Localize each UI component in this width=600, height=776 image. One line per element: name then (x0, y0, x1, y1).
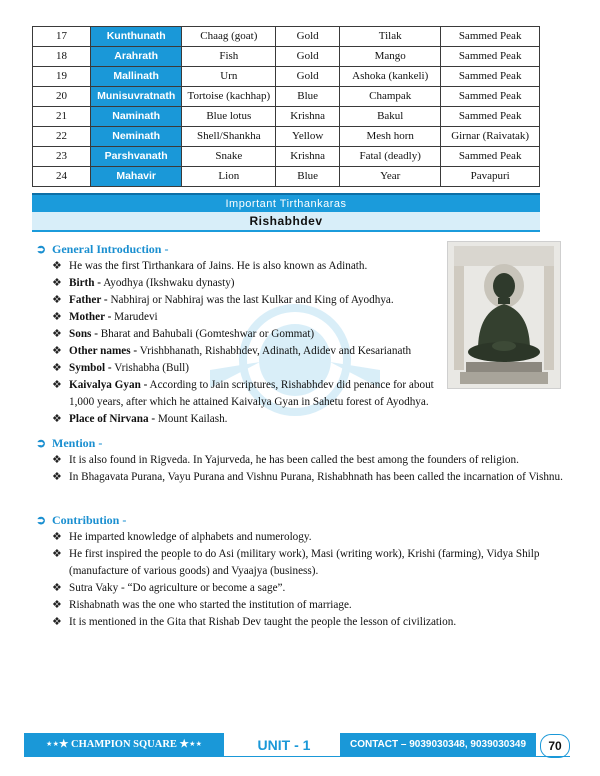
row-number: 21 (33, 107, 91, 127)
mention-heading: ➲ Mention - (36, 436, 103, 450)
item-text: According to Jain scriptures, Rishabhdev did penance for about 1,000 years, after which he attained Kaivalya Gyan in Sahetu forest of Ayodhya. (69, 379, 434, 408)
item-text: It is mentioned in the Gita that Rishab Dev taught the people the lesson of civilization. (69, 616, 457, 628)
diamond-bullet-icon: ❖ (52, 413, 62, 425)
symbol-cell: Snake (182, 147, 276, 167)
table-row (33, 47, 540, 67)
tree-cell: Ashoka (kankeli) (340, 67, 441, 87)
color-cell: Krishna (276, 107, 340, 127)
contribution-heading: ➲ Contribution - (36, 513, 127, 527)
diamond-bullet-icon: ❖ (52, 454, 62, 466)
tree-cell: Year (340, 167, 441, 187)
general-introduction-heading: ➲ General Introduction - (36, 242, 169, 256)
symbol-cell: Blue lotus (182, 107, 276, 127)
arrow-circle-icon: ➲ (36, 513, 47, 527)
section-banner-subtitle: Rishabhdev (32, 212, 540, 232)
contribution-list (52, 529, 567, 631)
list-item (52, 469, 567, 486)
nirvana-place-cell: Sammed Peak (441, 47, 540, 67)
diamond-bullet-icon: ❖ (52, 328, 62, 340)
list-item (52, 292, 452, 309)
table-row (33, 127, 540, 147)
diamond-bullet-icon: ❖ (52, 362, 62, 374)
row-number: 23 (33, 147, 91, 167)
item-text: He was the first Tirthankara of Jains. He is also known as Adinath. (69, 260, 368, 272)
tirthankara-name: Mallinath (90, 67, 182, 87)
nirvana-place-cell: Pavapuri (441, 167, 540, 187)
item-label: Other names - (69, 345, 138, 357)
item-text: Marudevi (111, 311, 158, 323)
nirvana-place-cell: Girnar (Raivatak) (441, 127, 540, 147)
row-number: 20 (33, 87, 91, 107)
rishabhdev-statue-image (447, 241, 561, 389)
tirthankara-name: Munisuvratnath (90, 87, 182, 107)
table-row (33, 67, 540, 87)
tirthankara-name: Mahavir (90, 167, 182, 187)
list-item (52, 360, 452, 377)
row-number: 22 (33, 127, 91, 147)
color-cell: Blue (276, 87, 340, 107)
list-item (52, 546, 567, 580)
general-introduction-list (52, 258, 452, 428)
item-text: Ayodhya (Ikshwaku dynasty) (101, 277, 235, 289)
page-number: 70 (540, 734, 570, 758)
list-item (52, 377, 452, 411)
section-banner-title: Important Tirthankaras (32, 193, 540, 213)
row-number: 19 (33, 67, 91, 87)
diamond-bullet-icon: ❖ (52, 294, 62, 306)
tree-cell: Mesh horn (340, 127, 441, 147)
statue-illustration (448, 242, 560, 388)
color-cell: Blue (276, 167, 340, 187)
diamond-bullet-icon: ❖ (52, 582, 62, 594)
list-item (52, 275, 452, 292)
tree-cell: Champak (340, 87, 441, 107)
item-label: Sons - (69, 328, 98, 340)
table-row (33, 107, 540, 127)
item-text: Nabhiraj or Nabhiraj was the last Kulkar and King of Ayodhya. (107, 294, 394, 306)
item-text: Bharat and Bahubali (Gomteshwar or Gommat) (97, 328, 315, 340)
page-footer (24, 733, 570, 757)
item-label: Place of Nirvana - (69, 413, 156, 425)
symbol-cell: Shell/Shankha (182, 127, 276, 147)
diamond-bullet-icon: ❖ (52, 311, 62, 323)
footer-divider (24, 756, 570, 757)
list-item (52, 597, 567, 614)
color-cell: Gold (276, 27, 340, 47)
item-text: Mount Kailash. (155, 413, 228, 425)
list-item (52, 614, 567, 631)
diamond-bullet-icon: ❖ (52, 379, 62, 391)
row-number: 18 (33, 47, 91, 67)
diamond-bullet-icon: ❖ (52, 345, 62, 357)
list-item (52, 343, 452, 360)
diamond-bullet-icon: ❖ (52, 260, 62, 272)
color-cell: Krishna (276, 147, 340, 167)
nirvana-place-cell: Sammed Peak (441, 107, 540, 127)
item-label: Father - (69, 294, 108, 306)
item-text: Sutra Vaky - “Do agriculture or become a sage”. (69, 582, 286, 594)
tree-cell: Bakul (340, 107, 441, 127)
symbol-cell: Urn (182, 67, 276, 87)
diamond-bullet-icon: ❖ (52, 277, 62, 289)
item-text: It is also found in Rigveda. In Yajurveda, he has been called the best among the founders of religion. (69, 454, 519, 466)
list-item (52, 326, 452, 343)
tirthankara-name: Arahrath (90, 47, 182, 67)
symbol-cell: Fish (182, 47, 276, 67)
item-text: Vrishabha (Bull) (111, 362, 190, 374)
color-cell: Yellow (276, 127, 340, 147)
item-text: He imparted knowledge of alphabets and numerology. (69, 531, 312, 543)
diamond-bullet-icon: ❖ (52, 531, 62, 543)
list-item (52, 529, 567, 546)
symbol-cell: Lion (182, 167, 276, 187)
table-row (33, 27, 540, 47)
arrow-circle-icon: ➲ (36, 242, 47, 256)
list-item (52, 309, 452, 326)
list-item (52, 580, 567, 597)
item-label: Kaivalya Gyan - (69, 379, 148, 391)
symbol-cell: Chaag (goat) (182, 27, 276, 47)
item-label: Symbol - (69, 362, 112, 374)
nirvana-place-cell: Sammed Peak (441, 27, 540, 47)
list-item (52, 452, 567, 469)
tree-cell: Tilak (340, 27, 441, 47)
item-text: He first inspired the people to do Asi (military work), Masi (writing work), Krishi (farming), Vidya Shilp (manufacture of various goods) and Vyaajya (business). (69, 548, 540, 577)
diamond-bullet-icon: ❖ (52, 471, 62, 483)
tirthankara-name: Naminath (90, 107, 182, 127)
mention-list (52, 452, 567, 486)
nirvana-place-cell: Sammed Peak (441, 87, 540, 107)
nirvana-place-cell: Sammed Peak (441, 67, 540, 87)
list-item (52, 411, 452, 428)
arrow-circle-icon: ➲ (36, 436, 47, 450)
tree-cell: Mango (340, 47, 441, 67)
table-row (33, 87, 540, 107)
tree-cell: Fatal (deadly) (340, 147, 441, 167)
color-cell: Gold (276, 47, 340, 67)
footer-unit: UNIT - 1 (236, 733, 332, 757)
footer-contact: CONTACT – 9039030348, 9039030349 (340, 733, 536, 757)
tirthankara-name: Neminath (90, 127, 182, 147)
row-number: 24 (33, 167, 91, 187)
tirthankara-name: Parshvanath (90, 147, 182, 167)
table-row (33, 167, 540, 187)
diamond-bullet-icon: ❖ (52, 616, 62, 628)
list-item (52, 258, 452, 275)
item-text: In Bhagavata Purana, Vayu Purana and Vishnu Purana, Rishabhnath has been called the incarnation of Vishnu. (69, 471, 563, 483)
table-row (33, 147, 540, 167)
item-text: Vrishbhanath, Rishabhdev, Adinath, Adidev and Kesarianath (137, 345, 412, 357)
symbol-cell: Tortoise (kachhap) (182, 87, 276, 107)
footer-brand: ⋆⋆★ CHAMPION SQUARE ★⋆⋆ (24, 733, 224, 757)
color-cell: Gold (276, 67, 340, 87)
row-number: 17 (33, 27, 91, 47)
diamond-bullet-icon: ❖ (52, 599, 62, 611)
item-label: Mother - (69, 311, 112, 323)
nirvana-place-cell: Sammed Peak (441, 147, 540, 167)
item-label: Birth - (69, 277, 102, 289)
tirthankara-name: Kunthunath (90, 27, 182, 47)
item-text: Rishabnath was the one who started the institution of marriage. (69, 599, 352, 611)
tirthankara-table (32, 26, 540, 187)
diamond-bullet-icon: ❖ (52, 548, 62, 560)
